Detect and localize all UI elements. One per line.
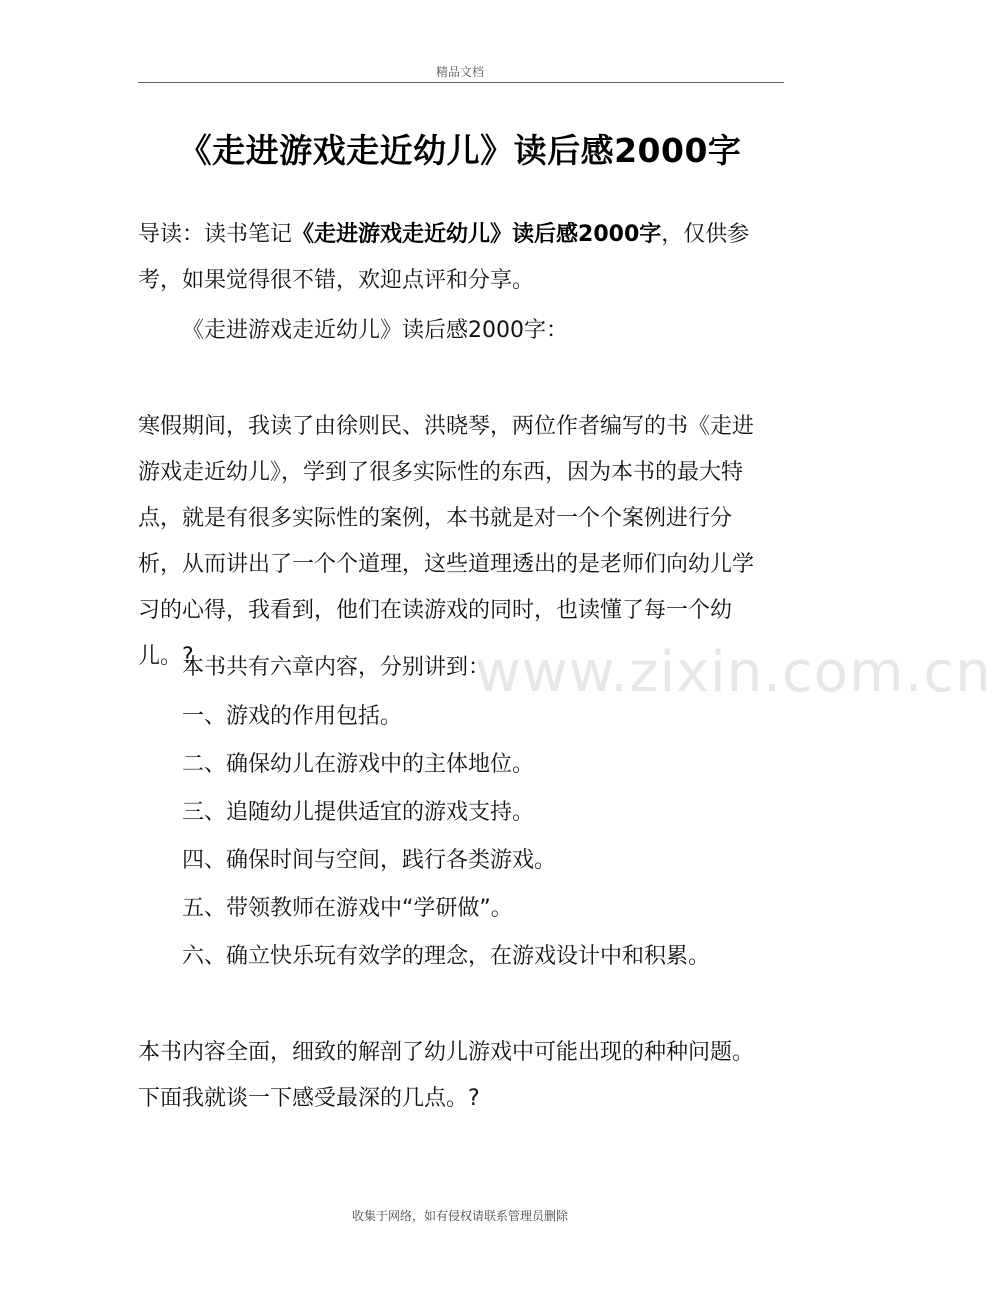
chapter-item: 一、游戏的作用包括。: [182, 704, 403, 729]
intro-bold-title: 《走进游戏走近幼儿》读后感2000字: [292, 222, 662, 247]
body-paragraph-2: 本书内容全面，细致的解剖了幼儿游戏中可能出现的种种问题。下面我就谈一下感受最深的几点。?: [138, 1040, 755, 1111]
header-divider: [138, 82, 784, 83]
chapter-item: 六、确立快乐玩有效学的理念，在游戏设计中和积累。: [182, 944, 711, 969]
intro-prefix: 导读：读书笔记: [138, 222, 293, 247]
chapter-list: [182, 693, 774, 981]
chapters-intro: 本书共有六章内容，分别讲到：: [182, 655, 491, 680]
chapter-item: 三、追随幼儿提供适宜的游戏支持。: [182, 800, 535, 825]
chapter-item: 四、确保时间与空间，践行各类游戏。: [182, 848, 557, 873]
chapter-item: 五、带领教师在游戏中“学研做”。: [182, 896, 513, 921]
section-subtitle: 《走进游戏走近幼儿》读后感2000字：: [182, 318, 568, 343]
intro-paragraph: [138, 212, 774, 304]
page-footer: 收集于网络，如有侵权请联系管理员删除: [351, 1209, 568, 1223]
intro-suffix: ，仅供参考，如果觉得很不错，欢迎点评和分享。: [138, 222, 750, 293]
document-title: 《走进游戏走近幼儿》读后感2000字: [178, 131, 742, 170]
page-header: 精品文档: [435, 65, 484, 79]
body-paragraph-1: 寒假期间，我读了由徐则民、洪晓琴，两位作者编写的书《走进游戏走近幼儿》，学到了很多实际性的东西，因为本书的最大特点，就是有很多实际性的案例，本书就是对一个个案例进行分析，从而讲出了一个个道理，这些道理透出的是老师们向幼儿学习的心得，我看到，他们在读游戏的同时，也读懂了每一个幼儿。?: [138, 414, 755, 669]
watermark-text: www.zixin.com.cn: [475, 640, 992, 705]
chapter-item: 二、确保幼儿在游戏中的主体地位。: [182, 752, 535, 777]
